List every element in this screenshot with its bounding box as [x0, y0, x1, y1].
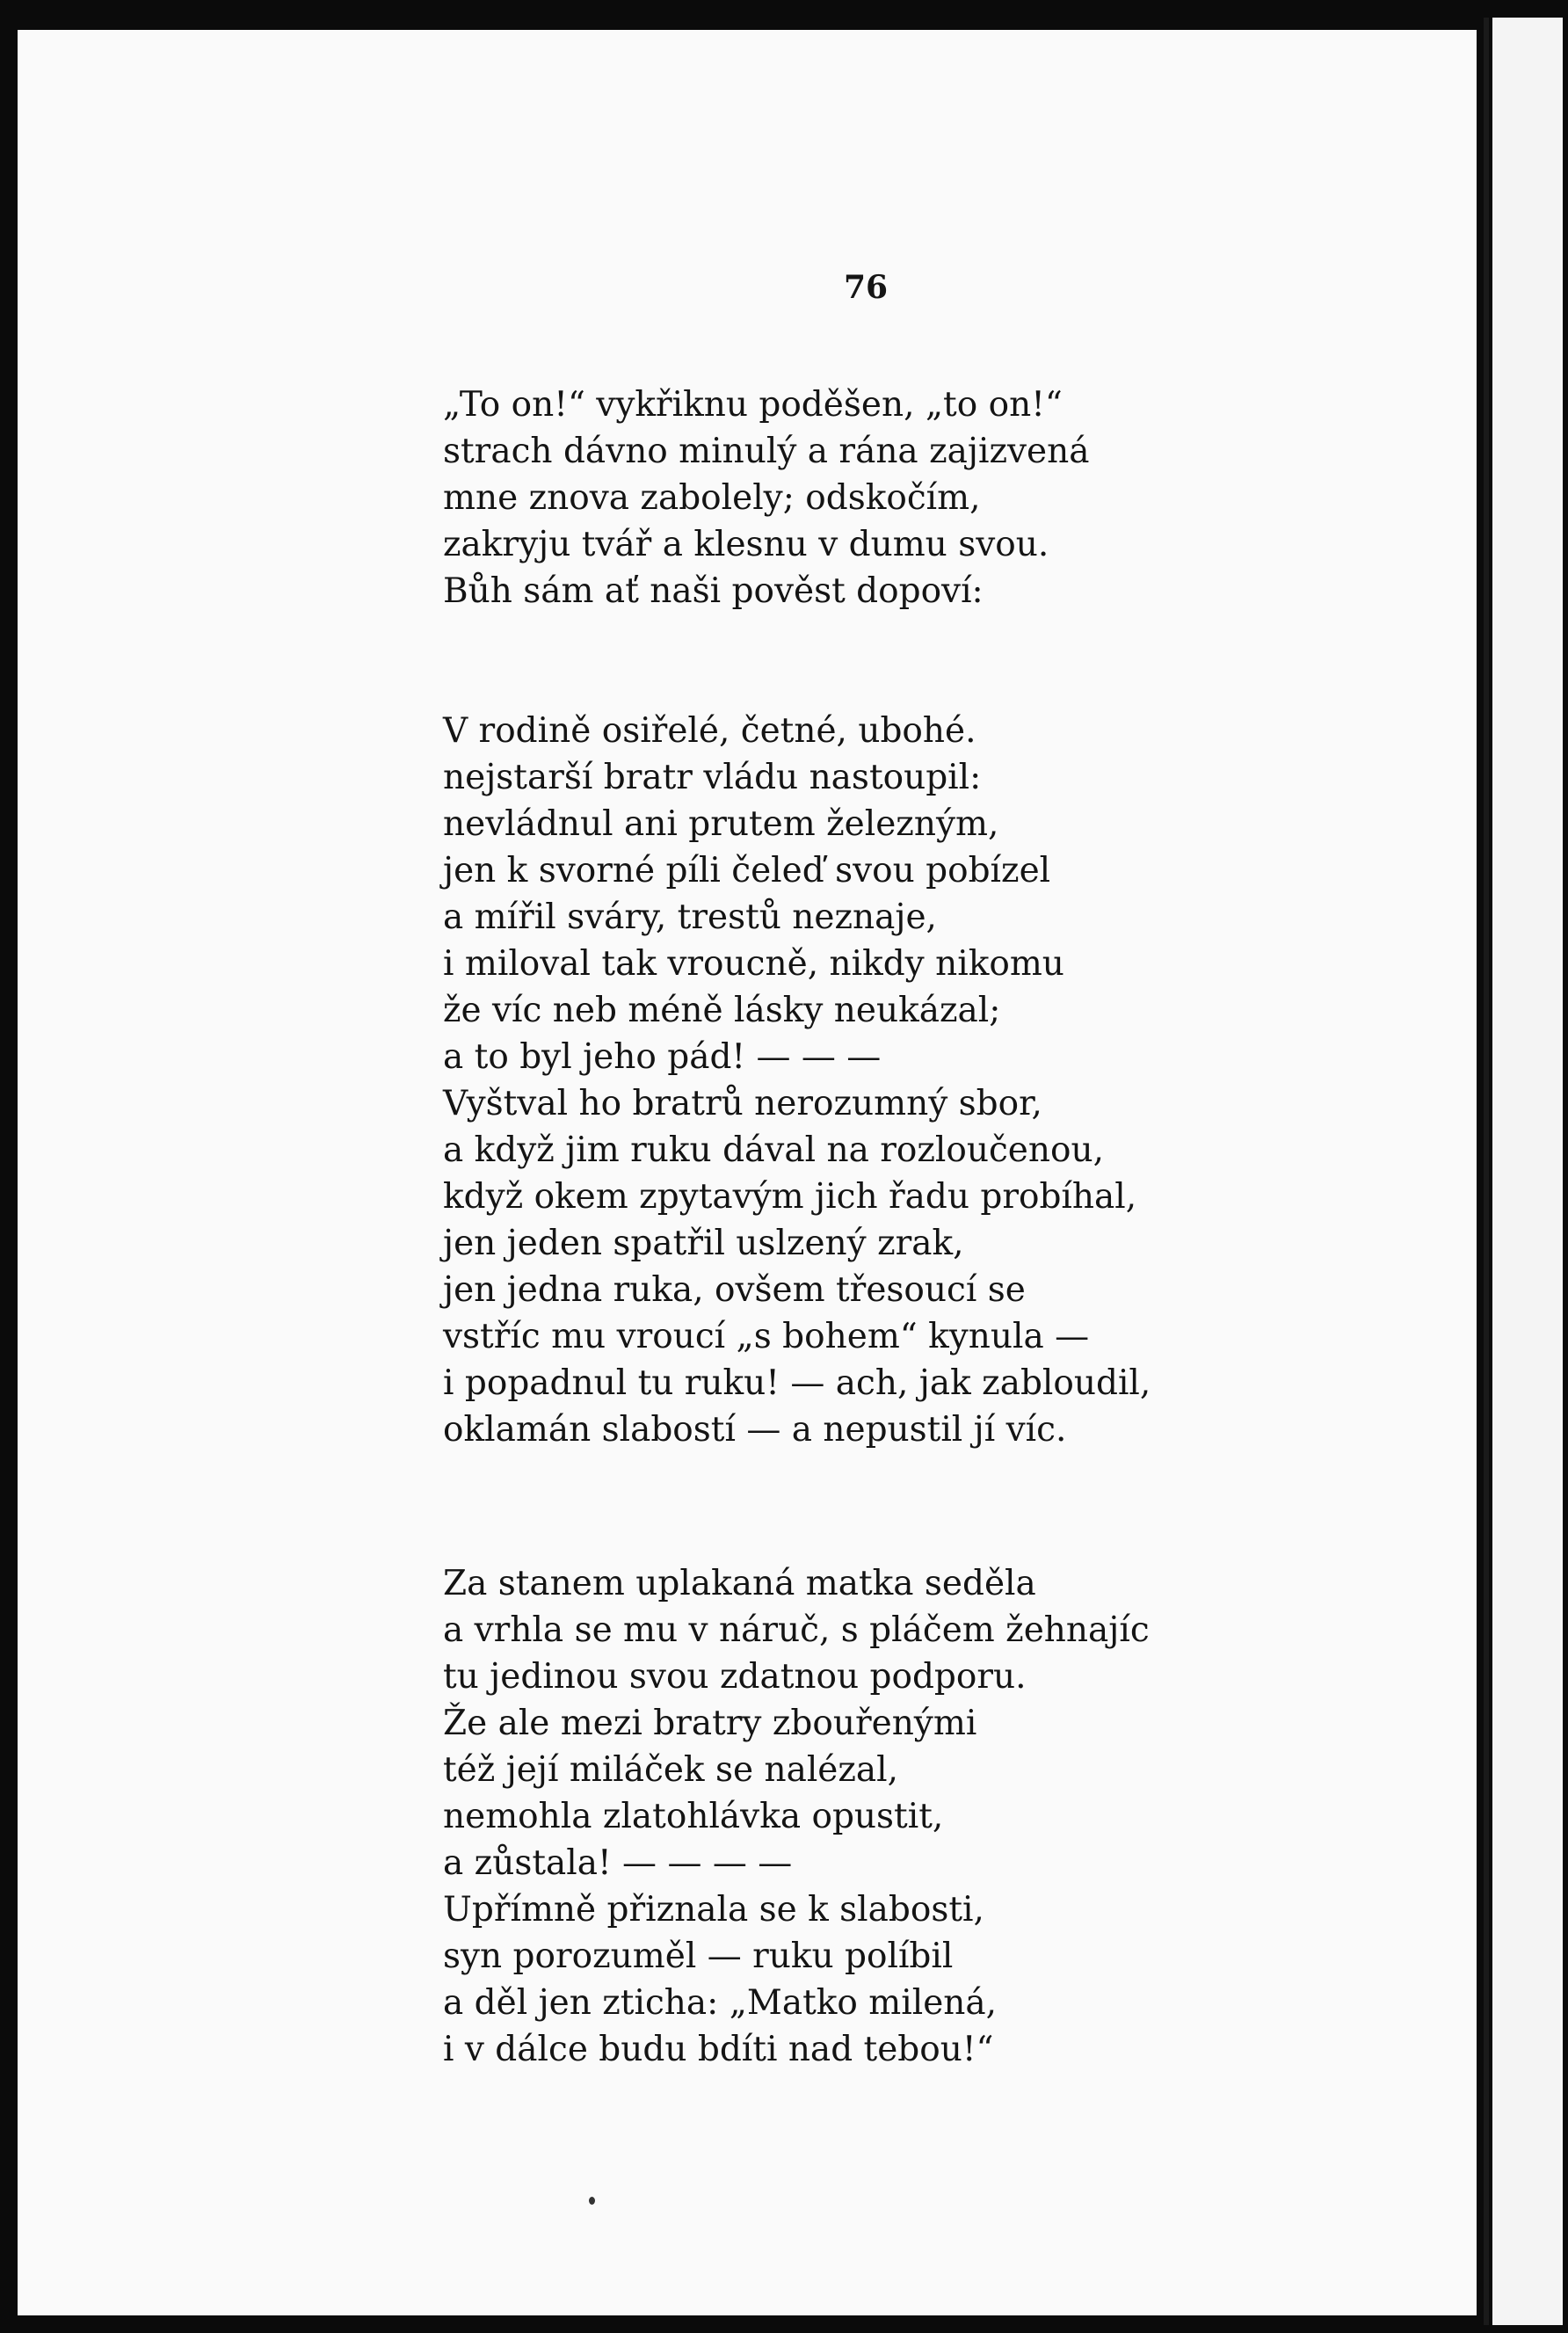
stanza-2	[443, 708, 1151, 1453]
verse-line: syn porozuměl — ruku políbil	[443, 1937, 954, 1976]
verse-line: Vyštval ho bratrů nerozumný sbor,	[443, 1084, 1042, 1123]
verse-line: a mířil sváry, trestů neznaje,	[443, 898, 937, 937]
verse-line: i miloval tak vroucně, nikdy nikomu	[443, 944, 1064, 984]
verse-line: Za stanem uplakaná matka seděla	[443, 1564, 1036, 1603]
verse-line: nevládnul ani prutem železným,	[443, 804, 999, 844]
verse-line: V rodině osiřelé, četné, ubohé.	[443, 711, 976, 751]
page-paper	[18, 30, 1477, 2315]
page-edge-line	[1484, 18, 1489, 2325]
verse-line: vstříc mu vroucí „s bohem“ kynula —	[443, 1317, 1090, 1356]
verse-line: „To on!“ vykřiknu poděšen, „to on!“	[443, 385, 1063, 425]
verse-line: Upřímně přiznala se k slabosti,	[443, 1890, 984, 1930]
verse-line: i v dálce budu bdíti nad tebou!“	[443, 2030, 994, 2069]
verse-line: jen jeden spatřil uslzený zrak,	[443, 1224, 964, 1263]
verse-line: a když jim ruku dával na rozloučenou,	[443, 1130, 1104, 1170]
next-page-edge	[1492, 18, 1563, 2325]
verse-line: i popadnul tu ruku! — ach, jak zabloudil,	[443, 1363, 1151, 1403]
verse-line: a vrhla se mu v náruč, s pláčem žehnajíc	[443, 1610, 1150, 1650]
verse-line: strach dávno minulý a rána zajizvená	[443, 432, 1090, 471]
verse-line: jen jedna ruka, ovšem třesoucí se	[443, 1270, 1026, 1310]
verse-line: a to byl jeho pád! — — —	[443, 1037, 882, 1077]
verse-line: oklamán slabostí — a nepustil jí víc.	[443, 1410, 1067, 1450]
verse-line: když okem zpytavým jich řadu probíhal,	[443, 1177, 1137, 1217]
verse-line: též její miláček se nalézal,	[443, 1750, 899, 1790]
verse-line: nemohla zlatohlávka opustit,	[443, 1797, 944, 1836]
verse-line: nejstarší bratr vládu nastoupil:	[443, 758, 982, 797]
stanza-3	[443, 1560, 1150, 2073]
verse-line: tu jedinou svou zdatnou podporu.	[443, 1657, 1027, 1697]
ink-speck	[589, 2197, 595, 2205]
verse-line: a děl jen zticha: „Matko milená,	[443, 1983, 998, 2023]
page-number: 76	[843, 269, 889, 306]
verse-line: že víc neb méně lásky neukázal;	[443, 991, 1001, 1030]
verse-line: a zůstala! — — — —	[443, 1843, 793, 1883]
verse-line: Bůh sám ať naši pověst dopoví:	[443, 571, 984, 611]
verse-line: jen k svorné píli čeleď svou pobízel	[443, 851, 1051, 890]
verse-line: Že ale mezi bratry zbouřenými	[443, 1704, 977, 1743]
verse-line: zakryju tvář a klesnu v dumu svou.	[443, 525, 1049, 564]
verse-line: mne znova zabolely; odskočím,	[443, 478, 981, 518]
stanza-1	[443, 382, 1089, 614]
